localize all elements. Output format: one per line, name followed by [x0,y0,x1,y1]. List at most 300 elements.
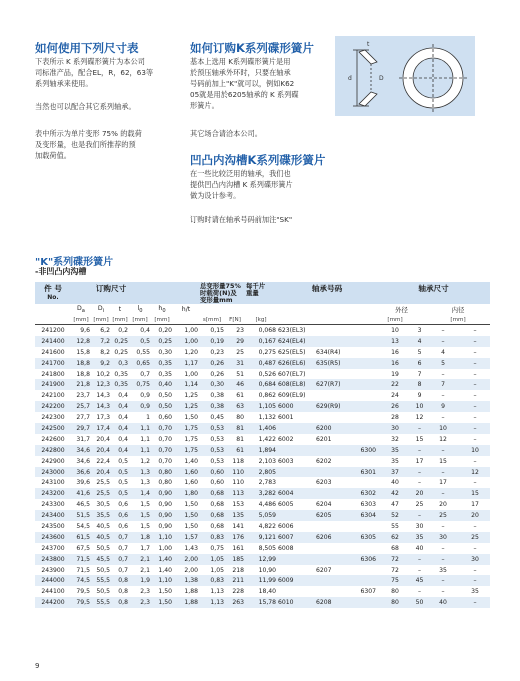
spring-data-table [35,282,490,608]
table-cell: 1,75 [173,423,199,434]
table-cell: 30 [413,521,426,532]
table-cell: 242900 [35,456,71,467]
table-cell: 10 [413,401,426,412]
table-cell: – [460,521,490,532]
disc-spring-svg [335,36,475,116]
table-cell: 71,5 [71,554,91,565]
table-cell: 634(R4) [315,347,347,358]
table-cell: 6301 [347,467,377,478]
table-cell: 243000 [35,467,71,478]
table-cell: 4 [413,336,426,347]
table-cell [315,543,347,554]
table-row [35,575,490,586]
table-cell: 74,5 [71,575,91,586]
table-cell: 113 [225,488,245,499]
col-h0t [173,304,199,315]
table-cell: 0,25 [111,336,129,347]
table-cell: 1,7 [129,543,151,554]
mid-para1-line: 基本上选用 K系列碟形簧片是用 [190,57,291,66]
col-l0-sub: 0 [139,308,143,315]
table-cell: 0,60 [199,477,225,488]
table-cell: 0,70 [151,456,173,467]
table-cell: 6000 [277,401,315,412]
unit-cell: [mm] [377,315,413,325]
table-cell: 0,7 [129,369,151,380]
table-cell: 0,5 [111,477,129,488]
table-cell: – [460,369,490,380]
table-cell: 242100 [35,390,71,401]
table-cell: 6205 [315,510,347,521]
table-cell: 20 [413,488,426,499]
col-t: t [111,304,129,315]
table-row [35,565,490,576]
table-cell: – [460,477,490,488]
table-cell: 0,7 [111,554,129,565]
table-cell: 32 [377,434,413,445]
table-cell: 25 [413,499,426,510]
table-cell: 0,53 [199,445,225,456]
table-cell: 1,422 [245,434,277,445]
table-cell: 80 [377,597,413,608]
table-row [35,521,490,532]
table-cell: 623(EL3) [277,325,315,336]
table-cell: 0,55 [129,347,151,358]
table-cell: 608(EL8) [277,379,315,390]
table-cell: 0,70 [151,423,173,434]
table-cell: 40,5 [91,521,111,532]
table-subheader-row [35,304,490,315]
table-cell: – [413,445,426,456]
table-cell: 40,5 [91,532,111,543]
left-para3-line: 及变形量，也是我们所推荐的预 [35,140,136,149]
table-cell: 0,068 [245,325,277,336]
table-cell: 2,1 [129,565,151,576]
table-cell: 23 [225,325,245,336]
table-cell: 244200 [35,597,71,608]
mid-para3-line: 提供凹凸内沟槽 K 系列碟形簧片 [190,180,293,189]
table-cell: – [426,521,460,532]
table-row [35,445,490,456]
table-cell: 10 [460,445,490,456]
table-cell: 46,5 [71,499,91,510]
table-cell [347,575,377,586]
table-cell: – [460,401,490,412]
table-cell: 10,2 [91,369,111,380]
table-cell: 244100 [35,586,71,597]
table-cell: 242800 [35,445,71,456]
table-cell: 0,5 [111,456,129,467]
table-cell: 1,50 [173,412,199,423]
unit-cell: s[mm] [199,315,225,325]
table-cell: 7,2 [91,336,111,347]
page-number: 9 [35,662,40,670]
table-row [35,467,490,478]
table-cell: 1,05 [199,565,225,576]
left-title: 如何使用下列尺寸表 [35,41,139,55]
table-cell: 1,20 [173,347,199,358]
table-cell: 6005 [277,499,315,510]
table-cell: 176 [225,532,245,543]
table-cell [315,488,347,499]
table-cell: 2,00 [173,565,199,576]
table-cell: 51,5 [71,510,91,521]
table-cell: 24 [377,390,413,401]
table-cell: 0,60 [151,412,173,423]
table-cell: 0,6 [111,510,129,521]
table-cell: 243600 [35,532,71,543]
table-cell [347,565,377,576]
table-cell: 0,90 [151,488,173,499]
table-cell [315,575,347,586]
table-cell: 21,8 [71,379,91,390]
disc-spring-diagram [335,36,475,116]
table-cell: – [413,467,426,478]
table-cell: 1,105 [245,401,277,412]
table-cell: 1,14 [173,379,199,390]
table-cell: 1,50 [151,586,173,597]
table-row [35,390,490,401]
table-cell: 211 [225,575,245,586]
table-cell: 79,5 [71,597,91,608]
table-cell: 0,4 [111,390,129,401]
table-cell: 1,3 [129,467,151,478]
table-cell: 6008 [277,543,315,554]
table-cell: 17 [426,477,460,488]
table-cell: 46 [225,379,245,390]
table-cell: 0,4 [111,423,129,434]
table-cell: 29 [225,336,245,347]
table-cell: 1,05 [199,554,225,565]
table-cell: 0,7 [111,532,129,543]
table-cell: 75 [377,575,413,586]
table-cell [347,521,377,532]
table-cell: 1,894 [245,445,277,456]
table-row [35,423,490,434]
table-cell: 0,90 [151,510,173,521]
section-title: "K"系列碟形簧片 [35,257,114,268]
table-cell: – [460,565,490,576]
table-cell: 31,7 [71,434,91,445]
table-cell: 61 [225,445,245,456]
table-cell: 1,25 [173,390,199,401]
mid-para3-line: 做为设计参考。 [190,191,241,200]
table-cell: 1,80 [173,488,199,499]
table-cell: 12,3 [91,379,111,390]
table-cell: – [426,325,460,336]
table-cell: – [426,390,460,401]
table-cell: 71,5 [71,565,91,576]
table-cell: 0,80 [151,477,173,488]
table-cell: 6204 [315,499,347,510]
table-cell: 18,8 [71,369,91,380]
table-row [35,499,490,510]
table-cell: 607(EL7) [277,369,315,380]
table-cell [315,521,347,532]
table-cell: 12 [413,412,426,423]
col-id: 内径 [426,304,490,315]
table-cell: 27,7 [71,412,91,423]
table-cell: 18,40 [245,586,277,597]
table-cell: 6203 [315,477,347,488]
table-cell: 0,6 [111,521,129,532]
table-cell [315,390,347,401]
table-cell: 17 [460,499,490,510]
table-cell: 1,50 [173,521,199,532]
table-cell: 625(EL5) [277,347,315,358]
table-cell: 55,5 [91,597,111,608]
table-cell: – [460,434,490,445]
table-cell: 5,059 [245,510,277,521]
table-cell: 624(EL4) [277,336,315,347]
table-cell: 6 [413,358,426,369]
left-para1-line: 系列轴承来使用。 [35,79,93,88]
table-cell: 243700 [35,543,71,554]
table-cell: 16 [377,347,413,358]
col-od: 外径 [377,304,426,315]
col-h0-label: h [158,304,163,312]
table-row [35,358,490,369]
unit-cell: [mm] [91,315,111,325]
table-cell: 0,70 [151,434,173,445]
table-row [35,456,490,467]
table-cell: 30 [426,532,460,543]
table-cell: 7 [426,379,460,390]
table-cell: 1,43 [173,543,199,554]
table-cell: 40 [413,543,426,554]
table-cell: 22,4 [91,456,111,467]
table-cell: 0,35 [111,369,129,380]
table-cell: 1,5 [129,521,151,532]
table-cell: 25,5 [91,488,111,499]
table-cell: 36,6 [71,467,91,478]
table-cell [277,554,315,565]
table-cell: 15 [413,434,426,445]
table-cell: 241400 [35,336,71,347]
table-cell [277,467,315,478]
left-para3 [35,128,185,161]
header-bearing-no: 轴承号码 [277,282,377,304]
table-cell: 0,25 [151,336,173,347]
table-cell [277,510,315,521]
table-cell: 2,1 [129,554,151,565]
table-cell: 609(EL9) [277,390,315,401]
table-cell [277,586,315,597]
table-cell: 243800 [35,554,71,565]
table-cell: 242300 [35,412,71,423]
mid-para3 [190,168,335,201]
table-cell: 25 [426,510,460,521]
table-cell: 0,45 [199,412,225,423]
table-row [35,543,490,554]
table-cell: 1,40 [151,565,173,576]
table-cell: 0,53 [199,456,225,467]
table-cell: – [426,445,460,456]
table-cell: 40 [426,597,460,608]
table-cell: 63 [225,401,245,412]
table-cell: 0,30 [151,347,173,358]
table-cell: 4 [426,347,460,358]
col-l0 [129,304,151,315]
table-cell: 1,3 [129,477,151,488]
table-cell: 9,2 [91,358,111,369]
table-cell: 0,8 [111,597,129,608]
table-cell: 110 [225,477,245,488]
table-cell: 141 [225,521,245,532]
table-cell: 30 [377,423,413,434]
table-cell: 0,53 [199,423,225,434]
table-cell [347,390,377,401]
table-cell: 28 [377,412,413,423]
table-cell: 1,9 [129,575,151,586]
table-cell: 0,8 [111,586,129,597]
table-cell: 0,90 [151,521,173,532]
table-cell: 18,8 [71,358,91,369]
table-cell: 25 [225,347,245,358]
table-cell: 2,783 [245,477,277,488]
table-cell: 1,5 [129,510,151,521]
table-row [35,336,490,347]
table-cell: 72 [377,565,413,576]
table-cell: 0,275 [245,347,277,358]
table-cell: 1,1 [129,434,151,445]
table-cell: 0,25 [111,347,129,358]
col-h0 [151,304,173,315]
table-cell: 25,7 [71,401,91,412]
diagram-label-t: t [367,41,370,48]
table-row [35,325,490,336]
table-cell: 1 [129,412,151,423]
table-cell: 10 [377,325,413,336]
table-cell: 6007 [277,532,315,543]
col-h0-sub: 0 [162,308,166,315]
table-cell: 1,17 [173,358,199,369]
table-cell: 135 [225,510,245,521]
table-cell: 35 [413,532,426,543]
table-cell: 10 [426,423,460,434]
table-cell: 11,99 [245,575,277,586]
table-cell: 118 [225,456,245,467]
header-part-no [35,282,71,304]
table-cell: 55,5 [91,575,111,586]
table-cell: 47 [377,499,413,510]
table-cell: 0,684 [245,379,277,390]
table-cell: 50 [413,597,426,608]
table-cell: 2,3 [129,586,151,597]
table-cell: 0,68 [199,521,225,532]
table-cell: 30 [460,554,490,565]
table-cell [315,336,347,347]
table-row [35,597,490,608]
table-cell [277,445,315,456]
table-cell: 1,4 [129,488,151,499]
table-cell: 81 [225,423,245,434]
table-cell: 0,35 [111,379,129,390]
table-row [35,554,490,565]
table-cell: – [460,325,490,336]
diagram-label-D: D [379,75,384,82]
table-cell: – [460,575,490,586]
table-cell: 14,3 [91,401,111,412]
table-cell: 0,68 [199,488,225,499]
table-cell [347,325,377,336]
table-cell: 15 [426,456,460,467]
table-cell: 0,50 [151,401,173,412]
unit-cell: [mm] [426,315,490,325]
table-cell: 0,8 [111,575,129,586]
table-cell: 8,2 [91,347,111,358]
table-cell: 20,4 [91,434,111,445]
table-cell: 0,83 [199,575,225,586]
table-cell [347,401,377,412]
table-cell: 0,19 [199,336,225,347]
table-cell: 0,70 [151,445,173,456]
table-cell: – [413,554,426,565]
table-cell: 2,805 [245,467,277,478]
table-cell: – [413,423,426,434]
table-cell: 6009 [277,575,315,586]
table-cell: 1,75 [173,445,199,456]
table-cell: 243200 [35,488,71,499]
table-cell: 23,7 [71,390,91,401]
table-cell: 1,38 [173,575,199,586]
table-cell: 244000 [35,575,71,586]
table-cell: 45,5 [91,554,111,565]
table-cell [347,477,377,488]
table-cell: 15,78 [245,597,277,608]
table-cell: 0,4 [111,434,129,445]
table-cell: 0,2 [111,325,129,336]
table-cell: 263 [225,597,245,608]
table-cell: 1,406 [245,423,277,434]
table-cell: 61 [225,390,245,401]
table-cell: 35 [460,586,490,597]
table-cell: – [413,565,426,576]
table-cell: – [460,336,490,347]
table-cell: 0,5 [111,488,129,499]
col-h0t-label: h/t [181,306,191,313]
table-cell: 26 [377,401,413,412]
table-cell [347,369,377,380]
table-cell: 243100 [35,477,71,488]
table-cell: 1,40 [173,456,199,467]
col-di [91,304,111,315]
table-row [35,532,490,543]
table-row [35,488,490,499]
table-cell: 12,99 [245,554,277,565]
table-cell: – [426,575,460,586]
table-cell: 6305 [347,532,377,543]
table-cell: 45 [413,575,426,586]
table-cell: – [460,423,490,434]
table-cell: 0,30 [199,379,225,390]
table-cell: 1,60 [173,467,199,478]
table-cell: 0,68 [199,499,225,510]
table-cell: 50,5 [91,565,111,576]
table-cell: 110 [225,467,245,478]
table-cell: 161 [225,543,245,554]
table-cell: 50,5 [91,586,111,597]
table-cell: 228 [225,586,245,597]
table-cell: 5 [426,358,460,369]
table-cell: 34,6 [71,445,91,456]
table-cell: 17 [413,456,426,467]
table-cell: 629(R9) [315,401,347,412]
table-cell: 0,862 [245,390,277,401]
mid-para4: 订购时请在轴承号码前加注"SK" [190,215,293,224]
table-cell [347,336,377,347]
table-cell: 54,5 [71,521,91,532]
table-cell: 1,1 [129,423,151,434]
